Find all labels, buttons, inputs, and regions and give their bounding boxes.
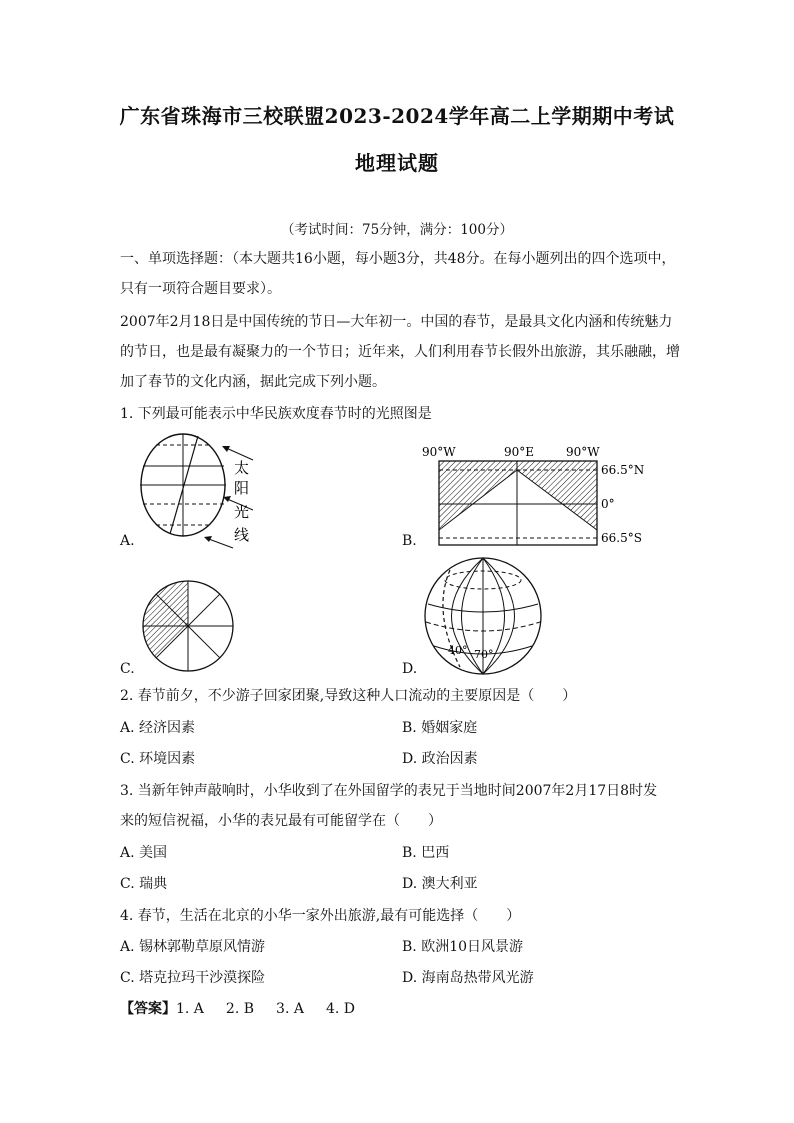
document-subtitle: 地理试题: [355, 151, 439, 175]
option-b-label: B.: [402, 533, 417, 549]
figure-c-polar-view: [138, 576, 238, 676]
arrowhead-bottom: [204, 536, 212, 542]
q3-option-d: D. 澳大利亚: [402, 876, 478, 892]
q2-stem: 2. 春节前夕，不少游子回家团聚,导致这种人口流动的主要原因是（ ）: [120, 688, 577, 704]
answer-line: [120, 998, 355, 1018]
answer-label: 【答案】: [120, 1001, 176, 1017]
option-a-label: A.: [120, 533, 135, 549]
sun-char-2: 阳: [234, 479, 250, 497]
figure-b-illumination: [420, 440, 680, 555]
passage-line3: 加了春节的文化内涵，据此完成下列小题。: [120, 374, 386, 390]
section-heading-line1: 一、单项选择题：（本大题共16小题，每小题3分，共48分。在每小题列出的四个选项中，: [120, 251, 676, 267]
lon-left-label: 90°W: [422, 445, 456, 459]
figure-d-globe: [420, 552, 550, 682]
q4-option-a: A. 锡林郭勒草原风情游: [120, 939, 266, 955]
night-sector-lower: [143, 626, 188, 658]
section-heading-line2: 只有一项符合题目要求）。: [120, 281, 281, 297]
figure-a-illumination: [118, 430, 268, 550]
q4-option-b: B. 欧洲10日风景游: [402, 939, 524, 955]
q4-option-c: C. 塔克拉玛干沙漠探险: [120, 970, 266, 986]
answer-item-1: 1. A: [176, 1001, 204, 1017]
label-70: 70°: [474, 648, 494, 661]
q2-option-b: B. 婚姻家庭: [402, 720, 478, 736]
q1-stem: 1. 下列最可能表示中华民族欢度春节时的光照图是: [120, 406, 432, 422]
passage-line2: 的节日，也是最有凝聚力的一个节日；近年来，人们利用春节长假外出旅游，其乐融融，增: [120, 344, 680, 360]
option-c-label: C.: [120, 661, 135, 677]
answer-item-3: 3. A: [276, 1001, 304, 1017]
sun-char-1: 太: [234, 459, 250, 477]
lat-mid-label: 0°: [601, 497, 615, 511]
answer-item-4: 4. D: [325, 1001, 355, 1017]
label-40: 40°: [448, 644, 468, 657]
answer-item-2: 2. B: [225, 1001, 255, 1017]
q2-option-d: D. 政治因素: [402, 751, 478, 767]
q2-option-a: A. 经济因素: [120, 720, 196, 736]
passage-line1: 2007年2月18日是中国传统的节日—大年初一。中国的春节，是最具文化内涵和传统魅力: [120, 314, 673, 330]
q3-stem-line2: 来的短信祝福，小华的表兄最有可能留学在（ ）: [120, 813, 442, 829]
q3-stem-line1: 3. 当新年钟声敲响时，小华收到了在外国留学的表兄于当地时间2007年2月17日8时发: [120, 783, 658, 799]
sun-char-3: 光: [234, 503, 250, 521]
lat-bottom-label: 66.5°S: [601, 531, 642, 545]
q3-option-c: C. 瑞典: [120, 876, 168, 892]
option-d-label: D.: [402, 661, 418, 677]
document-title: 广东省珠海市三校联盟2023-2024学年高二上学期期中考试: [119, 104, 675, 128]
q4-stem: 4. 春节，生活在北京的小华一家外出旅游,最有可能选择（ ）: [120, 908, 521, 924]
sun-char-4: 线: [234, 526, 250, 544]
q2-option-c: C. 环境因素: [120, 751, 196, 767]
q4-option-d: D. 海南岛热带风光游: [402, 970, 534, 986]
exam-info: （考试时间：75分钟，满分：100分）: [281, 222, 513, 238]
lon-mid-label: 90°E: [504, 445, 535, 459]
polar-night-band: [439, 461, 597, 470]
q3-option-a: A. 美国: [120, 845, 168, 861]
lon-right-label: 90°W: [566, 445, 600, 459]
q3-option-b: B. 巴西: [402, 845, 450, 861]
lat-top-label: 66.5°N: [601, 463, 645, 477]
